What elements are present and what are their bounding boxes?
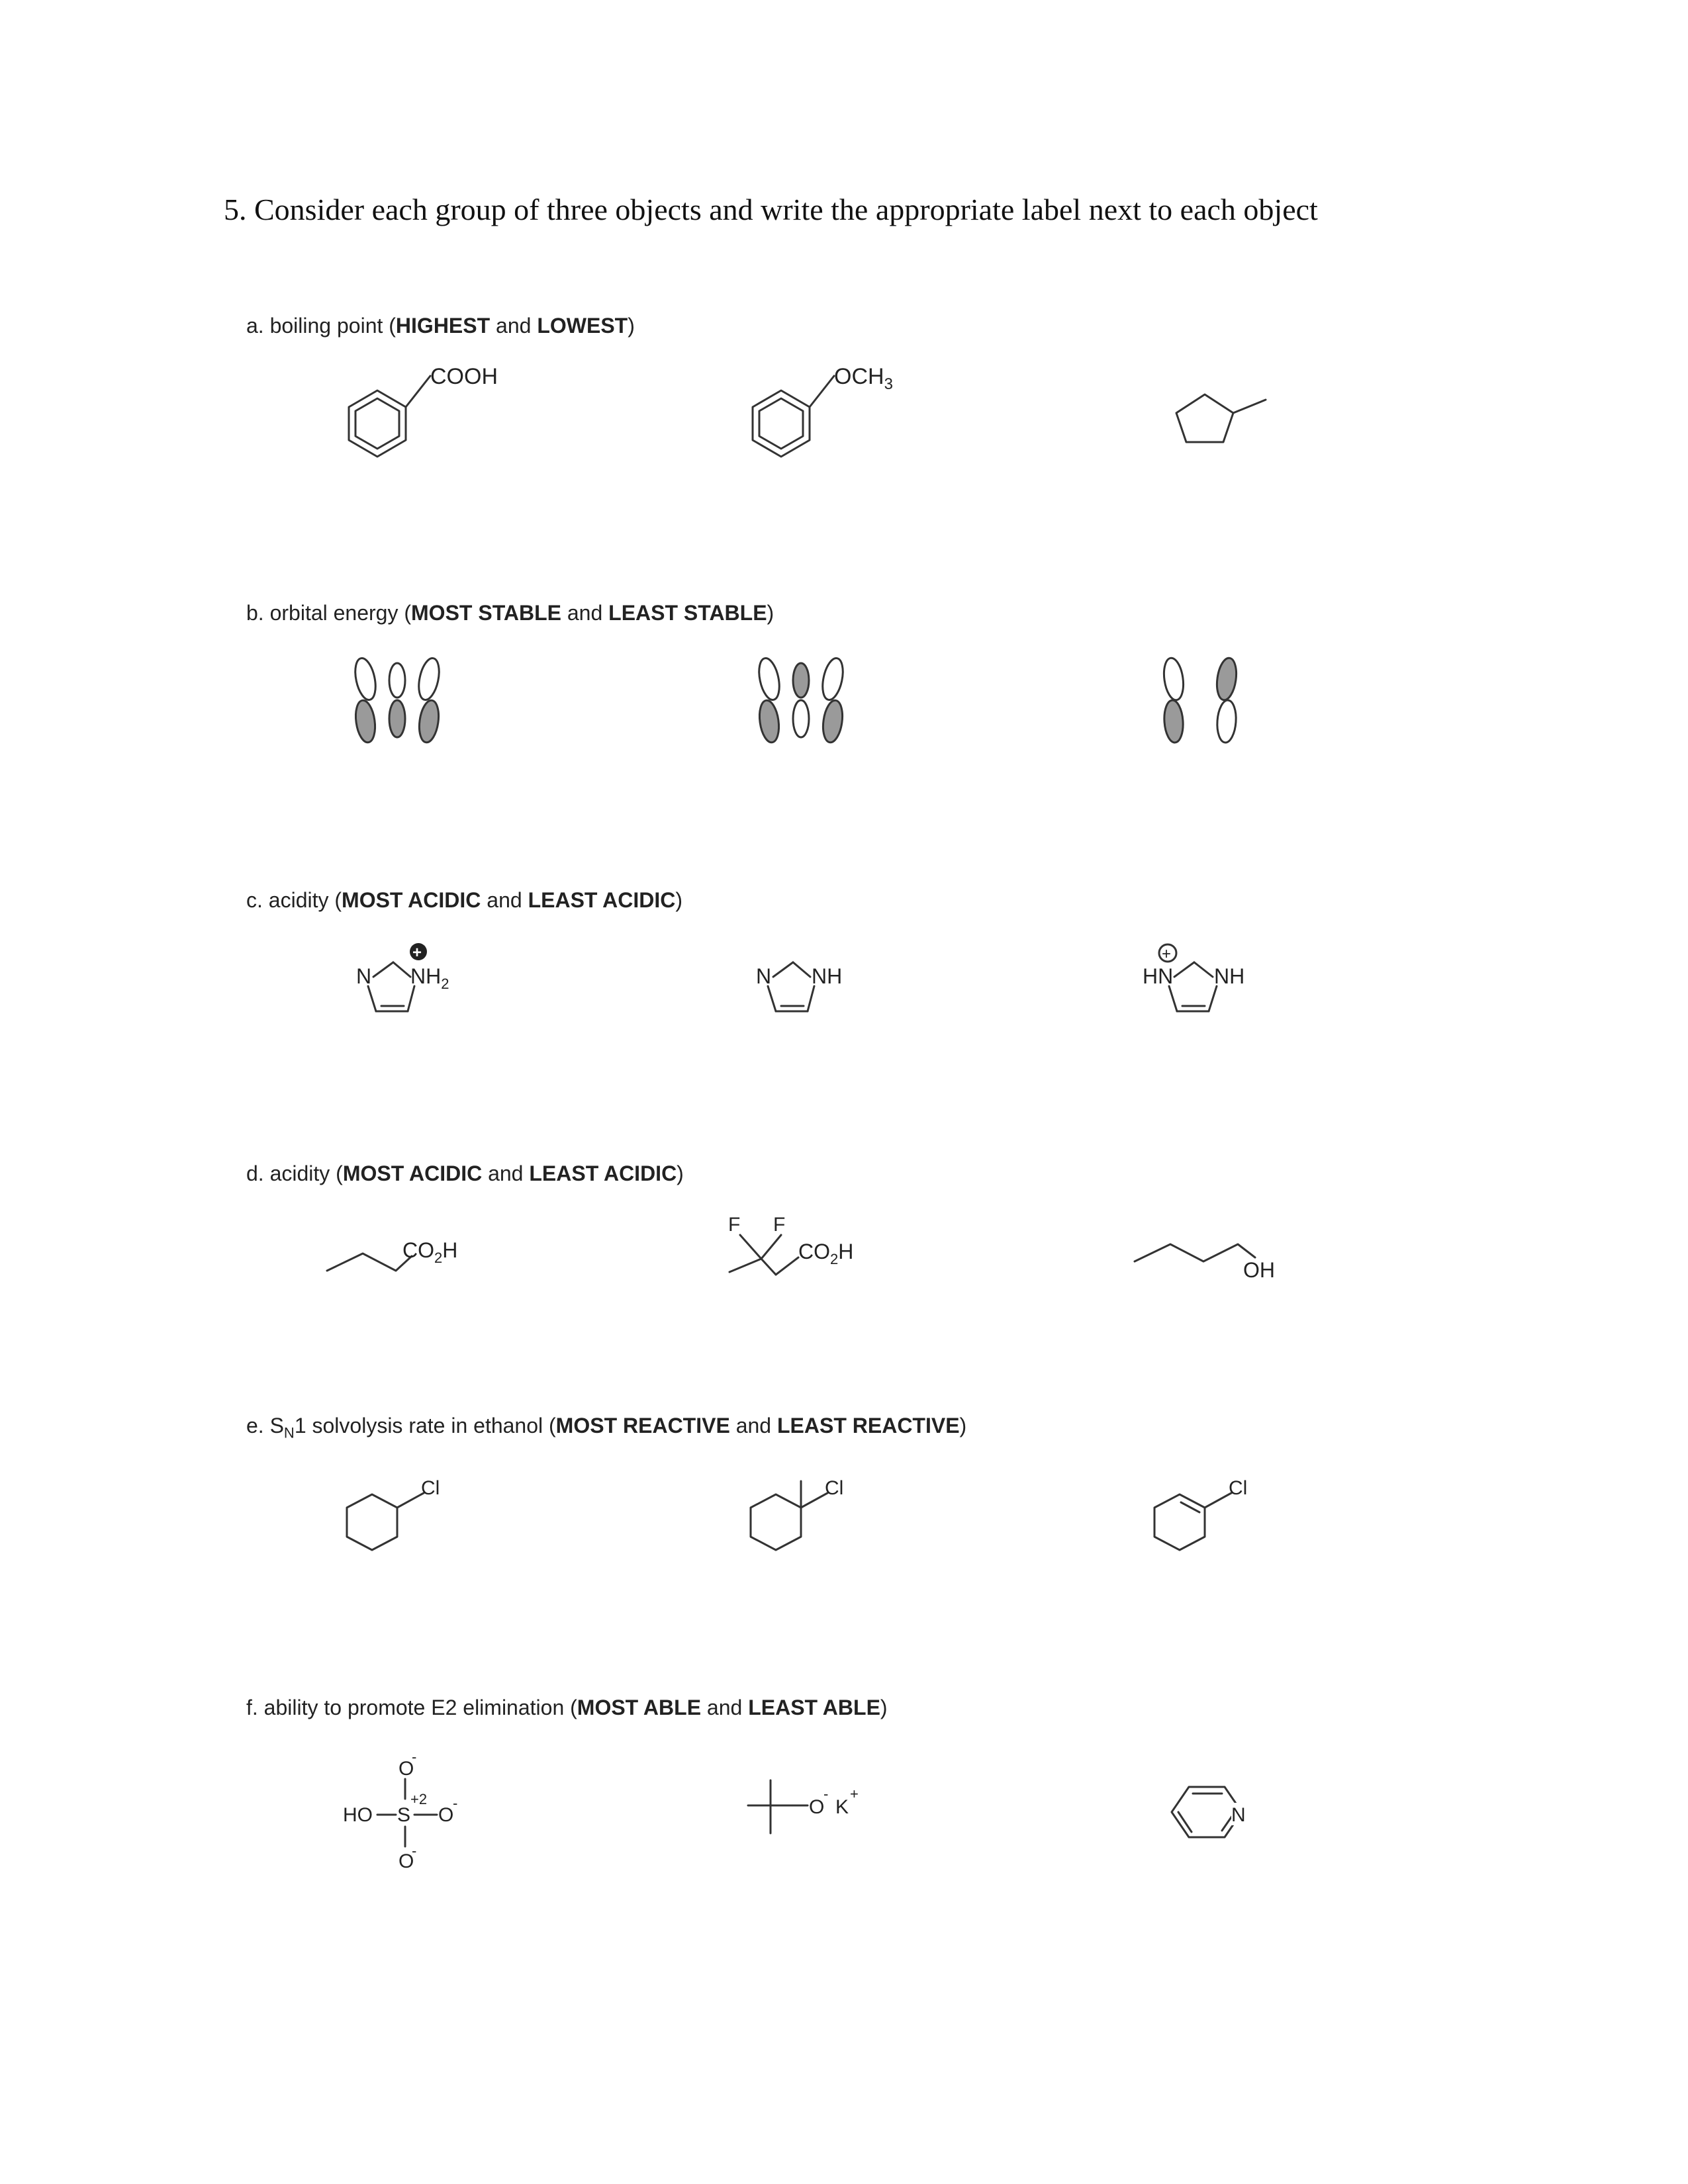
svg-text:+2: +2	[410, 1791, 428, 1807]
difluoro-acid-structure	[722, 1211, 907, 1297]
svg-text:CO2H: $CO_2H$	[402, 1238, 458, 1266]
svg-text:N: N	[1231, 1804, 1246, 1826]
bonding-orbital-diagram	[351, 655, 470, 748]
butanol-structure	[1132, 1224, 1304, 1297]
question-number: 5.	[224, 193, 247, 226]
svg-text:Cl: Cl	[421, 1477, 440, 1499]
svg-text:N: N	[356, 964, 372, 988]
svg-text:+: +	[1162, 945, 1172, 963]
question-title	[224, 192, 1318, 227]
svg-text:HN: HN	[1143, 964, 1174, 988]
methylchlorocyclohexane-structure	[741, 1469, 887, 1569]
svg-text:-: -	[412, 1843, 417, 1859]
nonbonding-orbital-diagram	[755, 655, 874, 748]
svg-text:-: -	[823, 1786, 829, 1802]
svg-text:+: +	[850, 1786, 859, 1802]
svg-text:OCH3: $OCH_3$	[834, 364, 893, 393]
chlorocyclohexane-structure	[338, 1469, 483, 1569]
svg-text:N: N	[756, 964, 772, 988]
potassium-tert-butoxide-structure	[741, 1760, 914, 1860]
section-f-label: f. ability to promote E2 elimination (MOST ABLE and LEAST ABLE)	[246, 1696, 888, 1719]
section-b-label: b. orbital energy (MOST STABLE and LEAST STABLE)	[246, 601, 774, 625]
svg-text:F: F	[728, 1214, 741, 1236]
section-d-label: d. acidity (MOST ACIDIC and LEAST ACIDIC)	[246, 1161, 684, 1185]
section-a-label: a. boiling point (HIGHEST and LOWEST)	[246, 314, 635, 338]
section-c-label: c. acidity (MOST ACIDIC and LEAST ACIDIC)	[246, 888, 683, 912]
svg-text:F: F	[773, 1214, 786, 1236]
section-e-label: e. $S_N1$ solvolysis rate in ethanol (MOST REACTIVE and LEAST REACTIVE)	[246, 1414, 967, 1441]
svg-text:K: K	[835, 1796, 849, 1818]
svg-text:+: +	[412, 944, 422, 962]
svg-text:O: O	[809, 1796, 825, 1818]
imidazole-structure	[741, 933, 894, 1039]
svg-text:NH2: $NH_2$	[410, 964, 449, 992]
svg-text:S: S	[397, 1804, 411, 1826]
svg-text:CO2H: $CO_2H$	[798, 1240, 854, 1267]
svg-text:OH: OH	[1243, 1258, 1275, 1282]
svg-text:COOH: COOH	[430, 364, 498, 389]
hydrogen-sulfate-structure	[338, 1747, 510, 1880]
anisole-structure	[735, 357, 933, 477]
svg-text:-: -	[453, 1795, 458, 1811]
butanoic-acid-structure	[324, 1218, 496, 1291]
question-text: Consider each group of three objects and write the appropriate label next to each object	[254, 193, 1318, 226]
benzoic-acid-structure	[331, 357, 530, 477]
svg-text:O: O	[438, 1804, 454, 1826]
imidazolium-structure	[1132, 933, 1284, 1039]
n-protonated-imidazolium-structure	[344, 933, 496, 1039]
svg-text:NH: NH	[1214, 964, 1245, 988]
pyridine-structure	[1165, 1774, 1297, 1853]
svg-text:O: O	[399, 1758, 414, 1780]
svg-text:-: -	[412, 1749, 417, 1765]
svg-text:O: O	[399, 1850, 414, 1872]
svg-text:HO: HO	[343, 1804, 373, 1826]
chlorocyclohexene-structure	[1145, 1469, 1291, 1569]
antibonding-orbital-diagram	[1155, 655, 1274, 748]
svg-text:Cl: Cl	[825, 1477, 844, 1499]
svg-text:NH: NH	[812, 964, 843, 988]
svg-text:Cl: Cl	[1229, 1477, 1248, 1499]
methylcyclopentane-structure	[1165, 384, 1297, 457]
